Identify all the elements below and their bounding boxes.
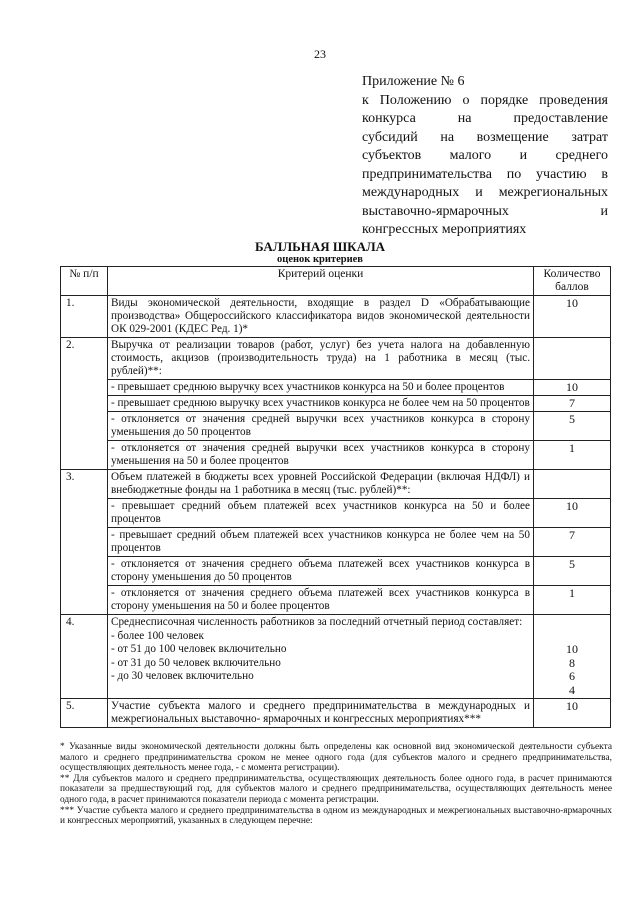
appendix-line: к Положению о порядке проведения <box>362 92 608 108</box>
footnotes <box>60 742 612 827</box>
subrow-score: 5 <box>534 412 611 441</box>
list-score: 8 <box>569 655 575 670</box>
table-subrow <box>61 396 611 412</box>
appendix-title: Приложение № 6 <box>362 74 465 89</box>
table-row <box>61 296 611 338</box>
scoring-table <box>60 266 611 728</box>
row-num: 4. <box>61 615 108 699</box>
header-criterion: Критерий оценки <box>108 267 534 296</box>
appendix-line: субъектов малого и среднего <box>362 148 608 163</box>
appendix-line: конгрессных мероприятиях <box>362 222 527 237</box>
list-item: - от 31 до 50 человек включительно <box>111 656 281 669</box>
row-num: 1. <box>61 296 108 338</box>
subrow-score: 7 <box>534 396 611 412</box>
table-row <box>61 338 611 380</box>
table-row <box>61 699 611 728</box>
document-title: БАЛЛЬНАЯ ШКАЛА <box>254 239 386 254</box>
appendix-header <box>362 73 608 240</box>
row-score: 10 <box>534 699 611 728</box>
subrow-criterion: - отклоняется от значения среднего объема платежей всех участников конкурса в сторону уменьшения на 50 и более процентов <box>108 586 534 615</box>
row-score <box>534 338 611 380</box>
subrow-score: 1 <box>534 441 611 470</box>
list-item: - от 51 до 100 человек включительно <box>111 643 287 655</box>
subrow-score: 7 <box>534 528 611 557</box>
list-score: 10 <box>566 642 578 656</box>
row-criterion: Объем платежей в бюджеты всех уровней Российской Федерации (включая НДФЛ) и внебюджетные фонды на 1 работника в месяц (тыс. рублей)**: <box>108 470 534 499</box>
table-subrow <box>61 499 611 528</box>
subrow-criterion: - превышает среднюю выручку всех участников конкурса не более чем на 50 процентов <box>108 396 534 412</box>
row-score <box>534 470 611 499</box>
table-subrow <box>61 528 611 557</box>
table-row <box>61 470 611 499</box>
header-score: Количество баллов <box>534 267 611 296</box>
table-subrow <box>61 557 611 586</box>
subrow-criterion: - превышает среднюю выручку всех участников конкурса на 50 и более процентов <box>108 380 534 396</box>
appendix-line: международных и межрегиональных <box>362 185 608 200</box>
table-subrow <box>61 586 611 615</box>
subrow-criterion: - отклоняется от значения средней выручки всех участников конкурса в сторону уменьшения на 50 и более процентов <box>108 441 534 470</box>
table-subrow <box>61 412 611 441</box>
appendix-line: предпринимательства по участию в <box>362 166 608 182</box>
footnote-2: ** Для субъектов малого и среднего предпринимательства, осуществляющих деятельность более одного года, в расчет принимаются показатели за предшествующий год, для субъектов малого и среднего предпринимательства, осуществляющих деятельность менее одного года, в расчет принимаются показатели периода с момента регистрации. <box>60 773 612 805</box>
table-subrow <box>61 441 611 470</box>
header-num: № п/п <box>61 267 108 296</box>
list-item: - до 30 человек включительно <box>111 670 254 682</box>
appendix-line: выставочно-ярмарочных и <box>362 203 608 219</box>
row-criterion: Выручка от реализации товаров (работ, услуг) без учета налога на добавленную стоимость, акцизов (производительность труда) на 1 работника в месяц (тыс. рублей)**: <box>108 338 534 380</box>
footnote-1: * Указанные виды экономической деятельности должны быть определены как основной вид экономической деятельности субъекта малого и среднего предпринимательства сроком не менее одного года (для субъектов малого и среднего предпринимательства, осуществляющих деятельность менее года, - с момента регистрации). <box>60 742 612 774</box>
appendix-line: конкурса на предоставление <box>362 111 608 126</box>
row-criterion: Участие субъекта малого и среднего предпринимательства в международных и межрегиональных выставочно- ярмарочных и конгрессных мероприятиях*** <box>108 699 534 728</box>
row-num: 2. <box>61 338 108 470</box>
page-number: 23 <box>314 47 326 61</box>
subrow-score: 1 <box>534 586 611 615</box>
document-subtitle: оценок критериев <box>277 254 363 265</box>
table-row <box>61 615 611 699</box>
list-score: 4 <box>569 682 575 697</box>
subrow-criterion: - превышает средний объем платежей всех участников конкурса на 50 и более процентов <box>108 499 534 528</box>
row-criterion: Виды экономической деятельности, входящие в раздел D «Обрабатывающие производства» Общероссийского классификатора видов экономической деятельности ОК 029-2001 (КДЕС Ред. 1)* <box>108 296 534 338</box>
list-item: - более 100 человек <box>111 629 204 642</box>
subrow-criterion: - превышает средний объем платежей всех участников конкурса не более чем на 50 процентов <box>108 528 534 557</box>
row-num: 5. <box>61 699 108 728</box>
row-criterion-text: Среднесписочная численность работников за последний отчетный период составляет: <box>111 616 523 628</box>
row-criterion <box>108 615 534 699</box>
row-score: 10 <box>534 296 611 338</box>
footnote-3: *** Участие субъекта малого и среднего предпринимательства в одном из международных и межрегиональных выставочно-ярмарочных и конгрессных мероприятий, указанных в следующем перечне: <box>60 805 612 827</box>
list-score: 6 <box>569 669 575 683</box>
subrow-score: 10 <box>534 380 611 396</box>
subrow-score: 5 <box>534 557 611 586</box>
subrow-criterion: - отклоняется от значения среднего объема платежей всех участников конкурса в сторону уменьшения до 50 процентов <box>108 557 534 586</box>
appendix-line: субсидий на возмещение затрат <box>362 129 608 145</box>
table-subrow <box>61 380 611 396</box>
subrow-score: 10 <box>534 499 611 528</box>
row-num: 3. <box>61 470 108 615</box>
subrow-criterion: - отклоняется от значения средней выручки всех участников конкурса в сторону уменьшения до 50 процентов <box>108 412 534 441</box>
table-header-row <box>61 267 611 296</box>
row-score <box>534 615 611 699</box>
